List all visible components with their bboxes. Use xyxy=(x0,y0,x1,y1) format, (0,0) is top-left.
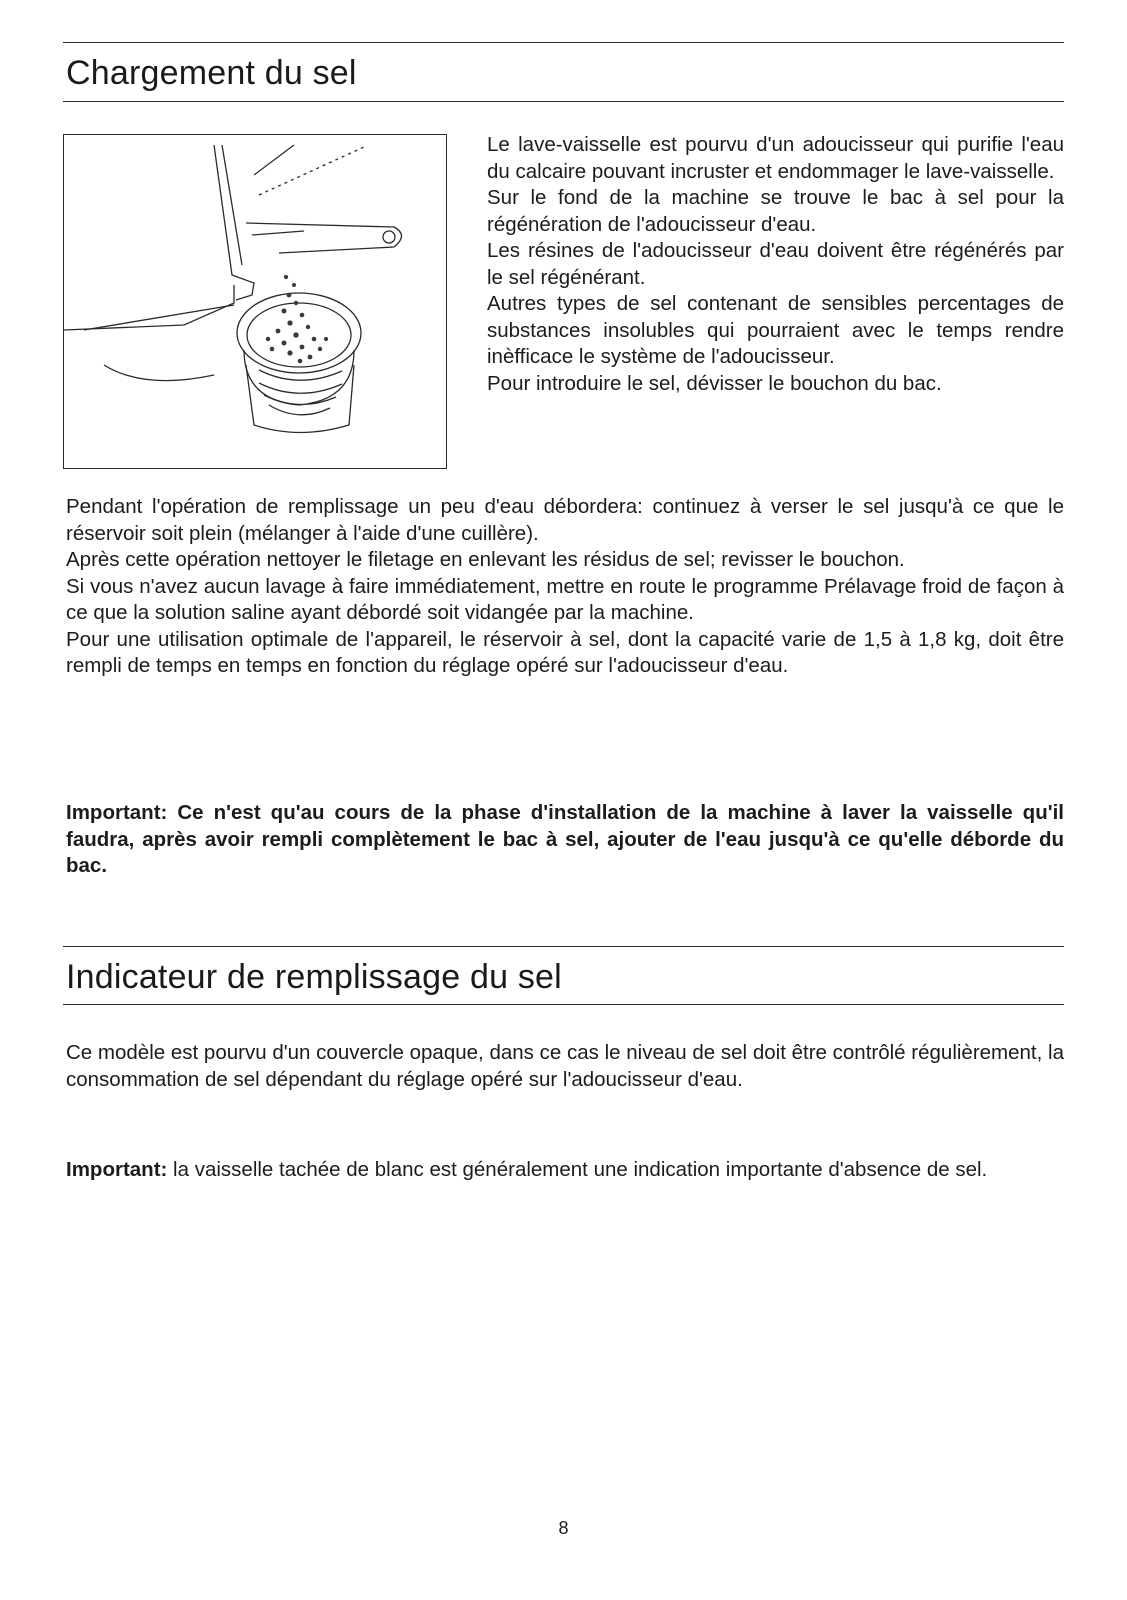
body-text-block xyxy=(66,494,1064,680)
title-underline-1 xyxy=(63,101,1064,102)
intro-paragraph: Le lave-vaisselle est pourvu d'un adoucisseur qui purifie l'eau du calcaire pouvant incruster et endommager le lave-vaisselle. xyxy=(487,133,1064,183)
intro-paragraph: Les résines de l'adoucisseur d'eau doivent être régénérés par le sel régénérant. xyxy=(487,239,1064,289)
section2-paragraph-block xyxy=(66,1040,1064,1093)
salt-loading-illustration xyxy=(63,134,447,469)
intro-text-column xyxy=(487,132,1064,397)
section-title-indicateur: Indicateur de remplissage du sel xyxy=(66,958,562,996)
title-underline-2 xyxy=(63,1004,1064,1005)
body-paragraph: Pendant l'opération de remplissage un peu d'eau débordera: continuez à verser le sel jusqu'à ce que le réservoir soit plein (mélanger à l'aide d'une cuillère). xyxy=(66,495,1064,545)
body-paragraph: Après cette opération nettoyer le filetage en enlevant les résidus de sel; revisser le bouchon. xyxy=(66,548,905,571)
section2-paragraph: Ce modèle est pourvu d'un couvercle opaque, dans ce cas le niveau de sel doit être contrôlé régulièrement, la consommation de sel dépendant du réglage opéré sur l'adoucisseur d'eau. xyxy=(66,1041,1064,1091)
body-paragraph: Pour une utilisation optimale de l'appareil, le réservoir à sel, dont la capacité varie de 1,5 à 1,8 kg, doit être rempli de temps en temps en fonction du réglage opéré sur l'adoucisseur d'eau. xyxy=(66,627,1064,677)
section2-top-rule xyxy=(63,946,1064,947)
intro-paragraph: Pour introduire le sel, dévisser le bouchon du bac. xyxy=(487,371,942,395)
intro-paragraph: Sur le fond de la machine se trouve le bac à sel pour la régénération de l'adoucisseur d'eau. xyxy=(487,186,1064,236)
top-rule xyxy=(63,42,1064,43)
body-paragraph: Si vous n'avez aucun lavage à faire immédiatement, mettre en route le programme Prélavage froid de façon à ce que la solution saline ayant débordé soit vidangée par la machine. xyxy=(66,574,1064,624)
section-title-chargement: Chargement du sel xyxy=(66,54,357,92)
important-label: Important: xyxy=(66,1158,168,1181)
intro-paragraph: Autres types de sel contenant de sensibles percentages de substances insolubles qui pourraient avec le temps rendre inèfficace le système de l'adoucisseur. xyxy=(487,292,1064,368)
important-notice xyxy=(66,800,1064,880)
salt-funnel-drawing xyxy=(64,135,448,470)
section2-important xyxy=(66,1157,1064,1184)
page-number: 8 xyxy=(558,1518,569,1538)
important-body: la vaisselle tachée de blanc est généralement une indication importante d'absence de sel. xyxy=(167,1158,988,1181)
important-text: Important: Ce n'est qu'au cours de la phase d'installation de la machine à laver la vaisselle qu'il faudra, après avoir rempli complètement le bac à sel, ajouter de l'eau jusqu'à ce qu'elle déborde du bac. xyxy=(66,801,1064,877)
section2-important-text xyxy=(66,1157,1064,1184)
